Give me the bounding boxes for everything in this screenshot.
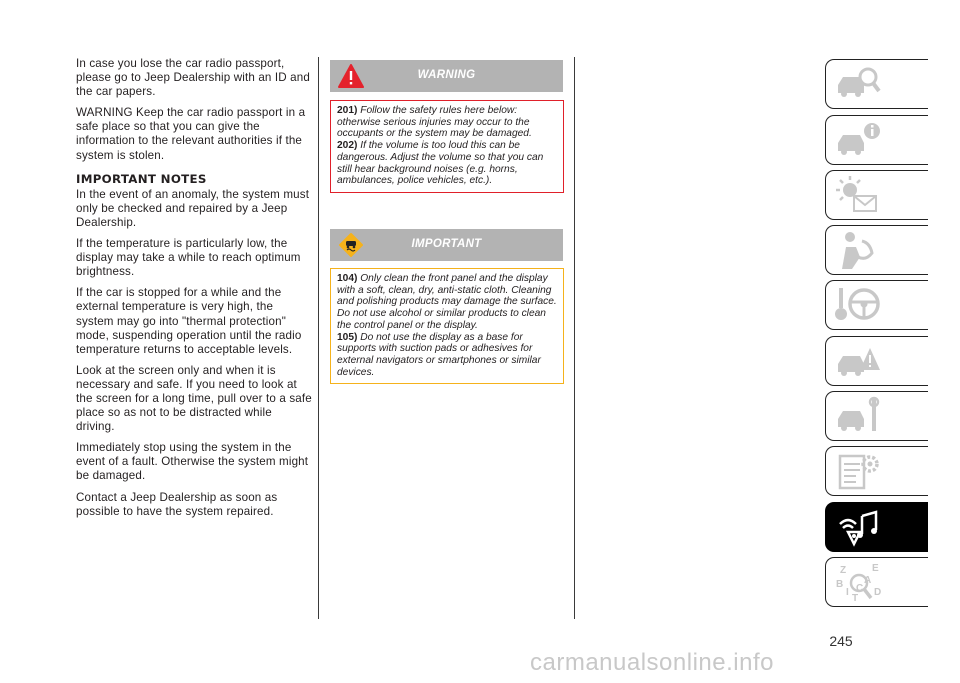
important-header [330, 229, 563, 261]
warning-box [330, 100, 564, 193]
important-item-text: Only clean the front panel and the display with a soft, clean, dry, anti-static cloth. Cleaning and polishing products may damage the surface. Do not use alcohol or similar products to clean the control panel or the display. [337, 273, 557, 331]
tab-servicing[interactable] [825, 391, 928, 441]
main-text-column [76, 57, 312, 526]
paragraph-thermal-protection: If the car is stopped for a while and the external temperature is very high, the system may go into "thermal protection" mode, suspending operation until the radio temperature returns to acceptable levels. [76, 286, 302, 356]
paragraph-warning-passport: WARNING Keep the car radio passport in a safe place so that you can give the information to the relevant authorities if the system is stolen. [76, 106, 306, 162]
paragraph-contact-dealer: Contact a Jeep Dealership as soon as possible to have the system repaired. [76, 490, 278, 518]
svg-text:E: E [872, 563, 879, 574]
paragraph-lost-passport: In case you lose the car radio passport, please go to Jeep Dealership with an ID and the car papers. [76, 57, 310, 99]
warning-item-text: If the volume is too loud this can be dangerous. Adjust the volume so that you can still hear background noises (e.g. horns, ambulances, police vehicles, etc.). [337, 140, 544, 187]
warning-item [337, 140, 558, 187]
tab-multimedia[interactable] [825, 502, 928, 552]
paragraph-look-screen: Look at the screen only and when it is necessary and safe. If you need to look at the screen for a long time, pull over to a safe place so as not to be distracted while driving. [76, 363, 312, 434]
tab-car-info[interactable] [825, 115, 928, 165]
warning-item-number: 202) [337, 140, 358, 152]
important-title: IMPORTANT [411, 238, 482, 250]
steering-wheel-key-icon [834, 284, 882, 326]
warning-item [337, 105, 558, 140]
car-info-icon [834, 119, 882, 161]
tab-index[interactable] [825, 557, 928, 607]
light-message-icon [834, 174, 882, 216]
multimedia-icon [834, 506, 882, 548]
paragraph-anomaly: In the event of an anomaly, the system must only be checked and repaired by a Jeep Dealership. [76, 187, 310, 229]
svg-text:A: A [864, 575, 872, 586]
important-item-number: 104) [337, 273, 358, 284]
airbag-person-icon [834, 229, 882, 271]
paragraph-low-temperature: If the temperature is particularly low, the display may take a while to reach optimum brightness. [76, 237, 301, 279]
tab-lights-messages[interactable] [825, 170, 928, 220]
important-box [330, 268, 564, 384]
car-magnifier-icon [834, 63, 882, 105]
paragraph-stop-using: Immediately stop using the system in the event of a fault. Otherwise the system might be damaged. [76, 441, 309, 483]
svg-text:T: T [852, 593, 859, 603]
svg-text:I: I [846, 587, 849, 598]
watermark: carmanualsonline.info [530, 649, 774, 676]
warning-header [330, 60, 563, 92]
document-gear-icon [834, 450, 882, 492]
important-item-text: Do not use the display as a base for supports with suction pads or adhesives for external navigators or smartphones or similar devices. [337, 331, 541, 378]
warning-item-text: Follow the safety rules here below: otherwise serious injuries may occur to the occupants or the system may be damaged. [337, 105, 532, 140]
warning-title: WARNING [417, 69, 476, 81]
important-item-number: 105) [337, 331, 358, 343]
column-divider-left [318, 57, 319, 619]
important-item [337, 273, 558, 332]
car-wrench-icon [834, 395, 882, 437]
section-heading-important-notes: IMPORTANT NOTES [76, 171, 207, 186]
important-item [337, 332, 558, 379]
tab-emergency[interactable] [825, 336, 928, 386]
page-number: 245 [829, 633, 853, 649]
car-warning-icon [834, 340, 882, 382]
index-letters-icon [834, 561, 882, 603]
svg-text:Z: Z [840, 565, 847, 576]
tab-car-knowledge[interactable] [825, 59, 928, 109]
tab-technical-data[interactable] [825, 446, 928, 496]
tab-safety[interactable] [825, 225, 928, 275]
tab-starting-driving[interactable] [825, 280, 928, 330]
svg-text:C: C [856, 583, 864, 594]
svg-text:B: B [836, 579, 844, 590]
svg-text:D: D [874, 587, 882, 598]
warning-item-number: 201) [337, 105, 358, 116]
column-divider-right [574, 57, 575, 619]
